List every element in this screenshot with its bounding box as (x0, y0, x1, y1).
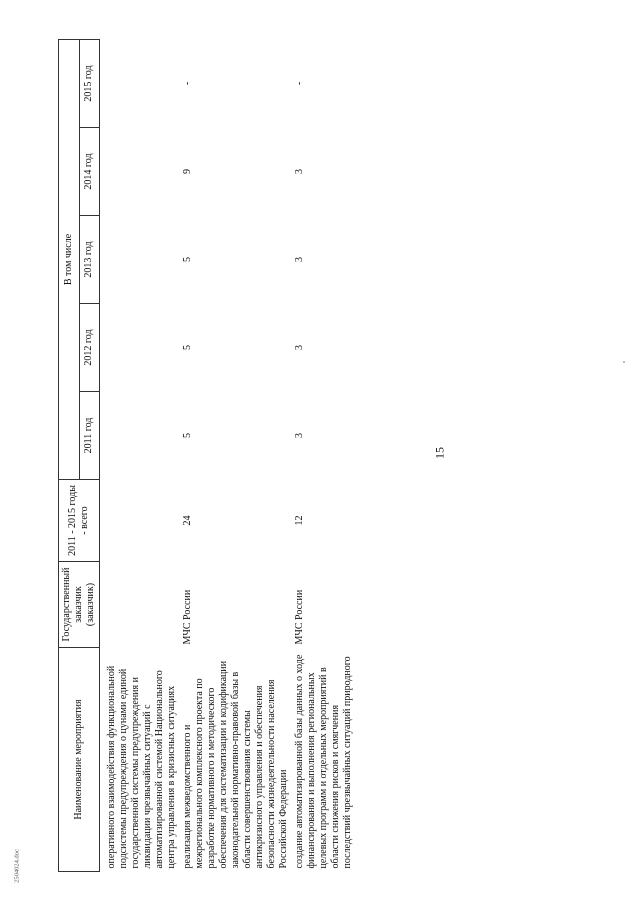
row-2012 (100, 304, 181, 392)
table-row (292, 39, 356, 871)
header-year-2015: 2015 год (79, 39, 100, 127)
header-activity-name: Наименование мероприятия (59, 648, 100, 872)
row-2011: 5 (182, 433, 193, 438)
row-customer: МЧС России (182, 589, 193, 645)
row-2014 (100, 128, 181, 216)
table-row (180, 39, 292, 871)
row-activity-name: создание автоматизированной базы данных о ходе финансирования и выполнения региональных целевых программ и отдельных мероприятий в области снижения рисков и смягчения последствий чрезвычайных ситуаций природного (294, 654, 353, 869)
row-2011: 3 (294, 433, 305, 438)
row-2014: 9 (182, 169, 193, 174)
header-year-2011: 2011 год (79, 392, 100, 480)
rotated-table-container (58, 40, 638, 872)
page-number: 15 (432, 447, 447, 459)
row-total: 12 (294, 515, 305, 526)
row-2013 (100, 216, 181, 304)
row-2012: 5 (182, 345, 193, 350)
row-customer (100, 562, 181, 648)
header-year-2012: 2012 год (79, 304, 100, 392)
row-2011 (100, 392, 181, 480)
row-2013: 3 (294, 257, 305, 262)
row-activity-name: реализация межведомственного и межрегионального комплексного проекта по разработке нормативного и методического обеспечения для систематизации и кодификации законодательной нормативно-правовой базы в области совершенствования системы антикризисного управления и обеспечения безопасности жизнедеятельности населения Российской Федерации (182, 660, 289, 869)
row-2012: 3 (294, 345, 305, 350)
row-2015: - (294, 81, 305, 86)
row-2014: 3 (294, 169, 305, 174)
footer-document-code: 2504024.doc (13, 849, 21, 883)
row-2015: - (182, 81, 193, 86)
header-total: 2011 - 2015 годы - всего (59, 480, 100, 562)
table-row (100, 39, 181, 871)
row-total: 24 (182, 515, 193, 526)
header-year-2014: 2014 год (79, 128, 100, 216)
header-customer: Государственный заказчик (заказчик) (59, 562, 100, 648)
header-breakdown: В том числе (59, 39, 80, 479)
row-2015 (100, 39, 181, 127)
row-activity-name: оперативного взаимодействия функциональной подсистемы предупреждения о цунами единой государственной системы предупреждения и ликвидации чрезвычайных ситуаций с автоматизированной системой Национального центра управления в кризисных ситуациях (106, 665, 177, 869)
activities-table (58, 39, 356, 872)
row-total (100, 480, 181, 562)
row-2013: 5 (182, 257, 193, 262)
row-customer: МЧС России (294, 589, 305, 645)
header-year-2013: 2013 год (79, 216, 100, 304)
